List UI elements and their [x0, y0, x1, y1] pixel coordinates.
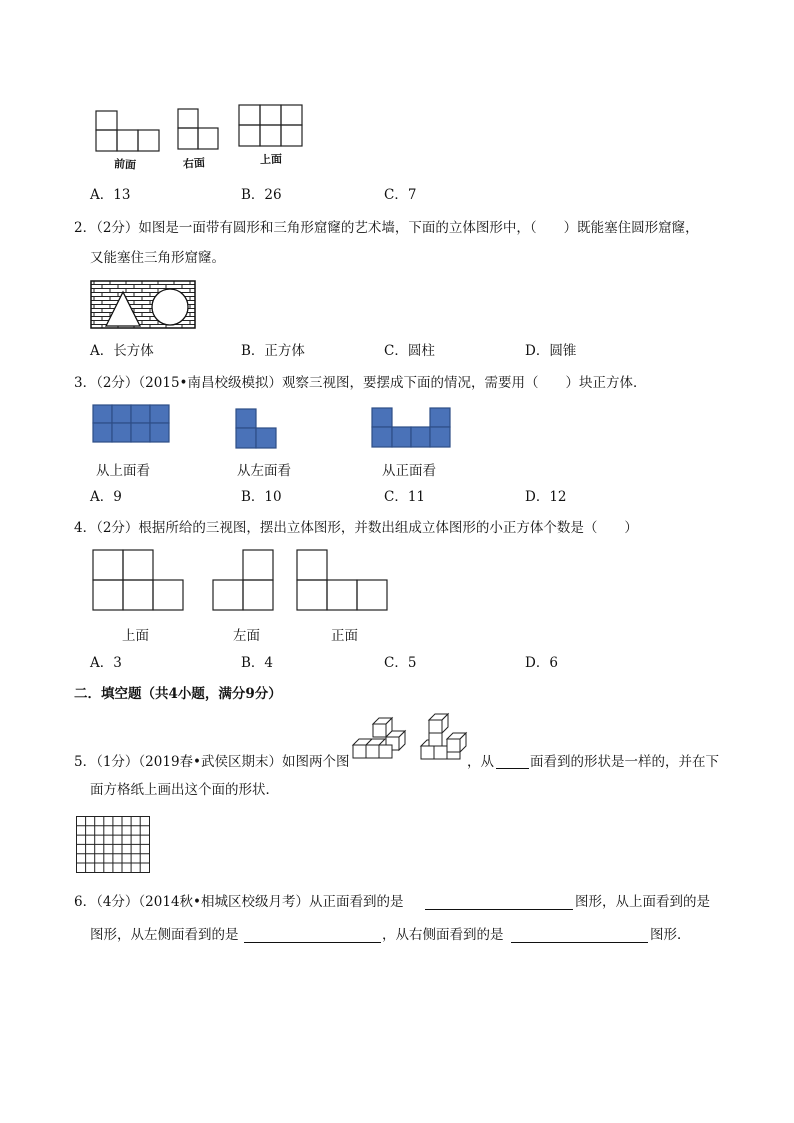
q3-question-line1: 3．（2分）（2015•南昌校级模拟）观察三视图，要摆成下面的情况，需要用（ ）块正方体．: [74, 375, 647, 391]
q1-view-label-right: 右面: [182, 156, 206, 171]
q3-left-view-figure: [235, 408, 279, 450]
q5-cube-stack-figure-2: [420, 712, 470, 766]
q4-option-d[interactable]: D．6: [525, 655, 558, 671]
q5-cube-stack-figure-1: [352, 716, 414, 766]
q1-option-a[interactable]: A．13: [90, 187, 131, 203]
q1-option-b[interactable]: B．26: [241, 187, 282, 203]
q2-option-b[interactable]: B．正方体: [241, 343, 305, 359]
q1-view-label-top: 上面: [259, 152, 283, 167]
q4-option-a[interactable]: A．3: [90, 655, 122, 671]
q5-question-part2: ，从: [467, 754, 494, 770]
q5-question-part3: 面看到的形状是一样的，并在下: [530, 754, 719, 770]
q3-option-a[interactable]: A．9: [90, 489, 122, 505]
q5-question-line2: 面方格纸上画出这个面的形状．: [90, 782, 279, 798]
q6-question-part2: 图形，从上面看到的是: [575, 894, 710, 910]
q4-option-c[interactable]: C．5: [384, 655, 417, 671]
q6-left-answer-blank[interactable]: [244, 928, 381, 943]
q4-question-line1: 4．（2分）根据所给的三视图，摆出立体图形，并数出组成立体图形的小正方体个数是（ ）: [74, 520, 638, 536]
q4-view-label-top: 上面: [122, 628, 149, 644]
q2-question-line2: 又能塞住三角形窟窿。: [90, 250, 225, 266]
q4-top-view-figure: [92, 549, 186, 613]
q2-option-c[interactable]: C．圆柱: [384, 343, 435, 359]
section-heading-fill-in: 二．填空题（共4小题，满分9分）: [74, 686, 282, 702]
q3-option-c[interactable]: C．11: [384, 489, 426, 505]
q4-left-view-figure: [212, 549, 276, 613]
q6-question-line2b: ，从右侧面看到的是: [382, 927, 504, 943]
q1-top-view-figure: [238, 104, 304, 148]
q3-front-view-figure: [371, 407, 453, 449]
q3-option-b[interactable]: B．10: [241, 489, 282, 505]
q6-question-line2a: 图形，从左侧面看到的是: [90, 927, 239, 943]
q5-question-part1: 5．（1分）（2019春•武侯区期末）如图两个图: [74, 754, 350, 770]
q3-top-view-figure: [92, 404, 172, 444]
q2-question-line1: 2．（2分）如图是一面带有圆形和三角形窟窿的艺术墙，下面的立体图形中，（ ）既能塞住圆形窟窿，: [74, 220, 699, 236]
q1-right-view-figure: [177, 108, 222, 153]
q4-front-view-figure: [296, 549, 390, 613]
q2-option-a[interactable]: A．长方体: [90, 343, 154, 359]
q1-front-view-figure: [95, 110, 165, 155]
q4-option-b[interactable]: B．4: [241, 655, 274, 671]
q5-answer-blank[interactable]: [496, 754, 529, 769]
q2-option-d[interactable]: D．圆锥: [525, 343, 577, 359]
q3-view-label-left: 从左面看: [237, 463, 291, 479]
q6-question-part1: 6．（4分）（2014秋•相城区校级月考）从正面看到的是: [74, 894, 404, 910]
q5-grid-paper[interactable]: [76, 816, 152, 876]
q1-view-label-front: 前面: [113, 157, 137, 172]
q1-option-c[interactable]: C．7: [384, 187, 417, 203]
q6-question-line2c: 图形．: [650, 927, 691, 943]
q4-view-label-left: 左面: [233, 628, 260, 644]
q3-view-label-front: 从正面看: [382, 463, 436, 479]
q4-view-label-front: 正面: [331, 628, 358, 644]
q6-front-answer-blank[interactable]: [425, 895, 573, 910]
q2-art-wall-figure: [90, 280, 196, 330]
q3-view-label-top: 从上面看: [96, 463, 150, 479]
q6-right-answer-blank[interactable]: [511, 928, 648, 943]
q3-option-d[interactable]: D．12: [525, 489, 567, 505]
